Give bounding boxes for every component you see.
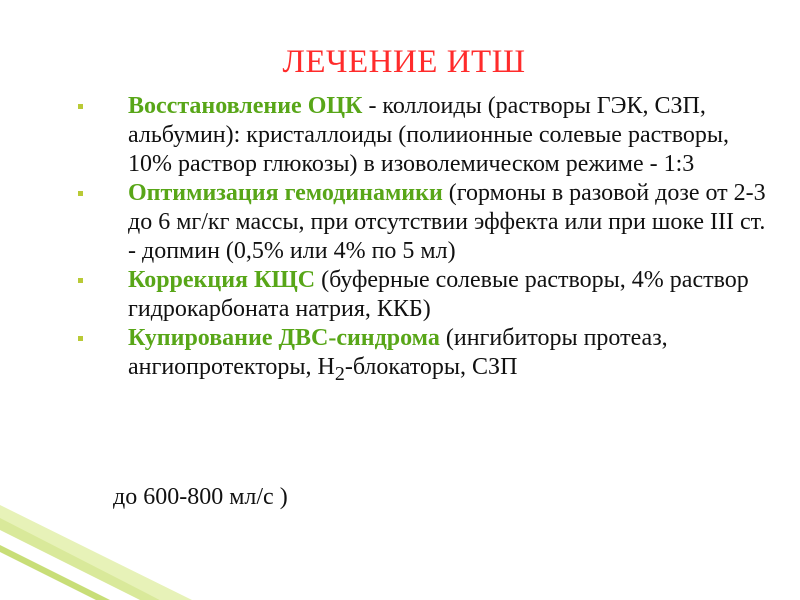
bullet-item-dvs	[78, 324, 768, 389]
bullet-head: Коррекция КЩС	[128, 267, 316, 293]
bullet-marker	[78, 104, 83, 109]
bullet-text: - коллоиды (растворы ГЭК, СЗП, альбумин): кристаллоиды (полиионные солевые растворы, 10% раствор глюкозы) в изоволемическом режиме - 1:3	[128, 93, 730, 177]
bullet-item-ock	[78, 92, 768, 179]
bullet-marker	[78, 191, 83, 196]
bullet-list	[78, 92, 768, 389]
bullet-text: (гормоны в разовой дозе от 2-3 до 6 мг/кг массы, при отсутствии эффекта или при шоке III ст. - допмин (0,5% или 4% по 5 мл)	[128, 180, 766, 264]
continuation-text: до 600-800 мл/с )	[113, 484, 288, 510]
bullet-item-hemodynamics	[78, 179, 768, 266]
bullet-head: Оптимизация гемодинамики	[128, 180, 443, 206]
bullet-text: (ингибиторы протеаз, ангиопротекторы, Н	[128, 325, 668, 380]
bullet-marker	[78, 336, 83, 341]
bullet-marker	[78, 278, 83, 283]
slide-title: ЛЕЧЕНИЕ ИТШ	[282, 44, 526, 81]
bullet-head: Восстановление ОЦК	[128, 93, 363, 119]
bullet-item-kshs	[78, 266, 768, 324]
bullet-subscript: 2	[334, 362, 345, 385]
bullet-text: -блокаторы, СЗП	[344, 354, 518, 380]
corner-stripe-light	[0, 505, 192, 600]
bullet-text: (буферные солевые растворы, 4% раствор гидрокарбоната натрия, ККБ)	[128, 267, 749, 322]
bullet-head: Купирование ДВС-синдрома	[128, 325, 440, 351]
